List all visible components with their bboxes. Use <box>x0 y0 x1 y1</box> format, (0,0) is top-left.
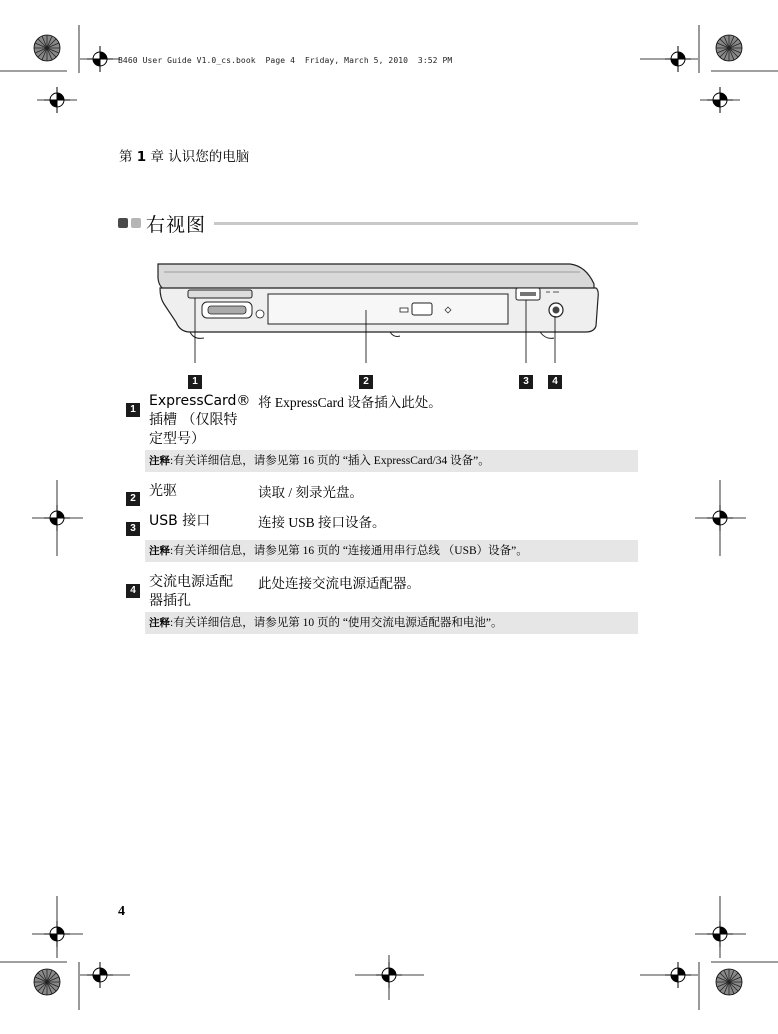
callout-3 <box>519 369 533 389</box>
item-number: 3 <box>126 516 140 536</box>
callout-number: 3 <box>519 375 533 389</box>
note-label: 注释 <box>149 455 170 467</box>
callout-4 <box>548 369 562 389</box>
callout-2 <box>359 369 373 389</box>
chapter-number: 1 <box>136 149 147 165</box>
laptop-right-side-illustration <box>150 258 605 363</box>
section-heading <box>118 210 638 236</box>
print-header: B460 User Guide V1.0_cs.book Page 4 Friday, March 5, 2010 3:52 PM <box>118 56 453 65</box>
page-number: 4 <box>118 904 125 919</box>
item-term: 光驱 <box>149 483 177 499</box>
note-text: :有关详细信息，请参见第 16 页的 “插入 ExpressCard/34 设备”。 <box>170 455 490 467</box>
item-number: 2 <box>126 486 140 506</box>
item-description: 读取 / 刻录光盘。 <box>258 485 364 500</box>
note-box <box>145 450 638 472</box>
callout-number: 4 <box>548 375 562 389</box>
item-term: 交流电源适配 器插孔 <box>149 574 233 609</box>
note-label: 注释 <box>149 545 170 557</box>
item-number: 4 <box>126 578 140 598</box>
chapter-prefix: 第 <box>119 149 133 165</box>
item-term: USB 接口 <box>149 513 211 529</box>
item-description: 连接 USB 接口设备。 <box>258 515 386 530</box>
section-bullet-light <box>131 218 141 228</box>
item-number: 1 <box>126 397 140 417</box>
callout-number: 2 <box>359 375 373 389</box>
item-term: ExpressCard® 插槽 （仅限特 定型号） <box>149 393 251 447</box>
callout-1 <box>188 369 202 389</box>
callout-number: 1 <box>188 375 202 389</box>
section-rule <box>214 222 638 225</box>
item-description: 此处连接交流电源适配器。 <box>258 576 420 591</box>
note-text: :有关详细信息，请参见第 10 页的 “使用交流电源适配器和电池”。 <box>170 617 503 629</box>
note-label: 注释 <box>149 617 170 629</box>
item-description: 将 ExpressCard 设备插入此处。 <box>258 395 442 410</box>
note-text: :有关详细信息，请参见第 16 页的 “连接通用串行总线 （USB）设备”。 <box>170 545 528 557</box>
section-title: 右视图 <box>146 214 207 236</box>
note-box <box>145 612 638 634</box>
chapter-heading <box>119 145 249 165</box>
chapter-title: 章 认识您的电脑 <box>150 149 250 165</box>
section-bullet-dark <box>118 218 128 228</box>
note-box <box>145 540 638 562</box>
